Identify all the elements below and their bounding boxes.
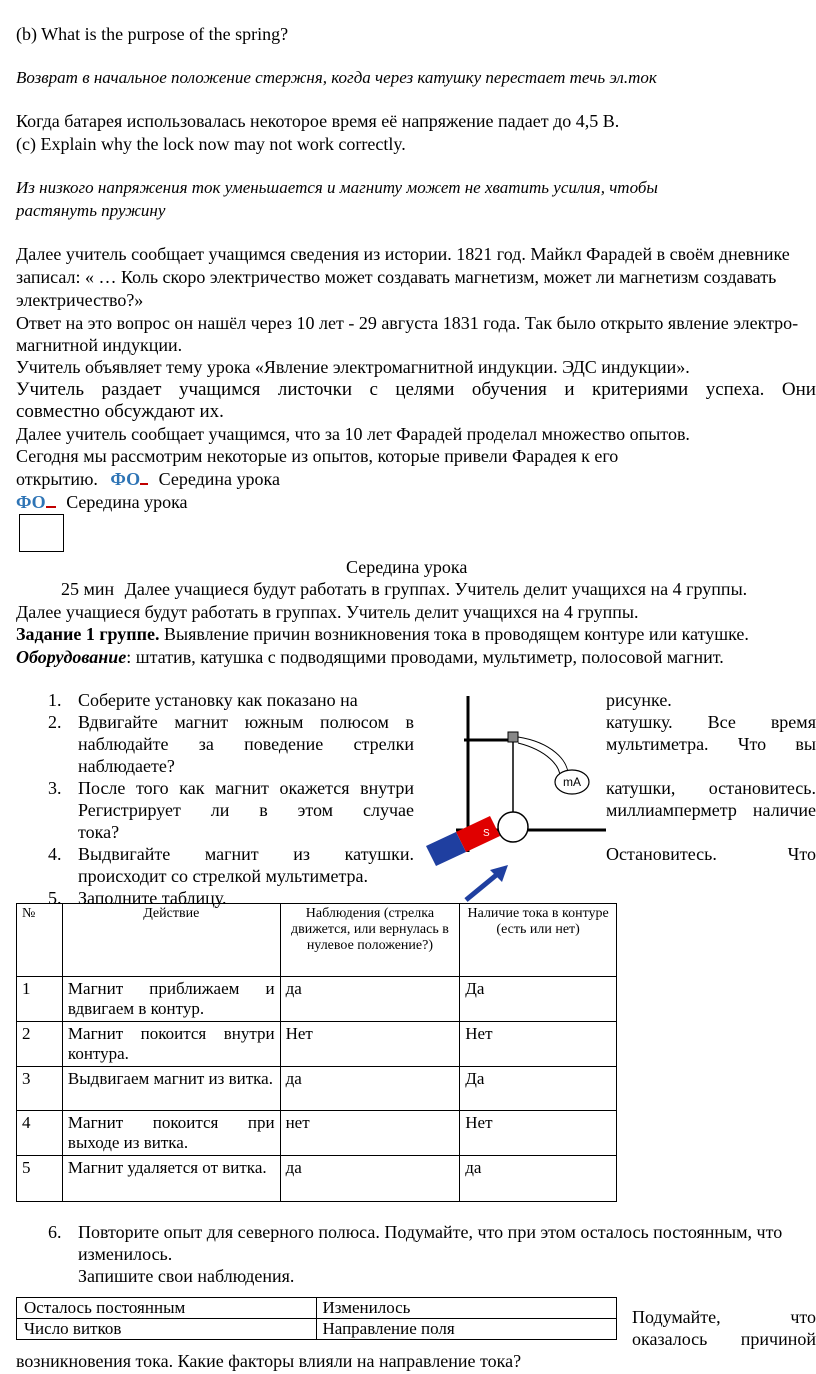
word: внутри bbox=[360, 778, 414, 798]
word: в bbox=[259, 800, 268, 820]
word: полюсом bbox=[319, 712, 389, 732]
word: обучения bbox=[471, 379, 547, 400]
step4-line1-right bbox=[606, 844, 816, 865]
step4-line2: происходит со стрелкой мультиметра. bbox=[78, 866, 369, 886]
word: южным bbox=[244, 712, 304, 732]
word: магнит bbox=[174, 712, 229, 732]
row-observation: да bbox=[280, 1067, 460, 1111]
word: учащимся bbox=[178, 379, 261, 400]
table-row bbox=[17, 1067, 617, 1111]
experiments-line3 bbox=[16, 469, 280, 490]
step6-line1: Повторите опыт для северного полюса. Подумайте, что при этом осталось постоянным, что bbox=[78, 1222, 783, 1242]
step1-num: 1. bbox=[48, 690, 62, 710]
apparatus-figure bbox=[420, 690, 606, 905]
fo-line bbox=[16, 492, 188, 513]
clamp bbox=[508, 732, 518, 742]
step6-num: 6. bbox=[48, 1222, 62, 1242]
observations-table bbox=[16, 903, 617, 1202]
step3-num: 3. bbox=[48, 778, 62, 798]
answer-b: Возврат в начальное положение стержня, когда через катушку перестает течь эл.ток bbox=[16, 68, 657, 87]
word: Что bbox=[737, 734, 767, 754]
task-line bbox=[16, 624, 749, 645]
word: катушки. bbox=[344, 844, 414, 864]
row-current: Нет bbox=[460, 1022, 617, 1067]
equipment-label: Оборудование bbox=[16, 647, 127, 667]
header-action: Действие bbox=[62, 904, 280, 977]
experiments-line2: Сегодня мы рассмотрим некоторые из опытов, которые привели Фарадея к его bbox=[16, 446, 619, 466]
comparison-header-row bbox=[17, 1298, 617, 1319]
groups-text: Далее учащиеся будут работать в группах. Учитель делит учащихся на 4 группы. bbox=[124, 579, 748, 599]
word: случае bbox=[362, 800, 414, 820]
header-num: № bbox=[17, 904, 63, 977]
arrow-shaft bbox=[466, 872, 500, 900]
table-row bbox=[17, 1111, 617, 1156]
word: критериями bbox=[591, 379, 689, 400]
step3-line3: тока? bbox=[78, 822, 120, 842]
step2-num: 2. bbox=[48, 712, 62, 732]
history-line3: электричество?» bbox=[16, 290, 144, 310]
sheets-line1 bbox=[16, 379, 816, 401]
row-number: 4 bbox=[17, 1111, 63, 1156]
step2-line2 bbox=[78, 734, 414, 755]
mid-label: Середина урока bbox=[66, 492, 188, 512]
row-current: Да bbox=[460, 1067, 617, 1111]
step1-text-right: рисунке. bbox=[606, 690, 672, 710]
row-action: Магнит покоится при выходе из витка. bbox=[62, 1111, 280, 1156]
header-constant: Осталось постоянным bbox=[17, 1298, 317, 1319]
magnet-label: S bbox=[483, 828, 490, 839]
word: магнит bbox=[215, 778, 269, 798]
section-heading: Середина урока bbox=[346, 557, 468, 577]
answer-c-line2: растянуть пружину bbox=[16, 201, 166, 220]
word: наблюдайте bbox=[78, 734, 169, 754]
row-number: 1 bbox=[17, 977, 63, 1022]
time-label: 25 мин bbox=[61, 579, 115, 599]
empty-box bbox=[19, 514, 64, 552]
answer-c-line1: Из низкого напряжения ток уменьшается и магниту может не хватить усилия, чтобы bbox=[16, 178, 658, 197]
history-line2: записал: « … Коль скоро электричество может создавать магнетизм, может ли магнетизм создавать bbox=[16, 267, 777, 287]
step2-line3: наблюдаете? bbox=[78, 756, 175, 776]
step3-line2-right bbox=[606, 800, 816, 821]
row-observation: Нет bbox=[280, 1022, 460, 1067]
row-current: да bbox=[460, 1156, 617, 1202]
word: этом bbox=[297, 800, 334, 820]
equipment-text: : штатив, катушка с подводящими проводами, мультиметр, полосовой магнит. bbox=[126, 647, 724, 667]
word: Что bbox=[787, 844, 816, 864]
answer-line1: Ответ на это вопрос он нашёл через 10 лет - 29 августа 1831 года. Так было открыто явление электро- bbox=[16, 313, 799, 333]
word: целями bbox=[395, 379, 455, 400]
word: катушки, bbox=[606, 778, 676, 798]
word: катушку. bbox=[606, 712, 673, 732]
lead-wire-2 bbox=[518, 743, 560, 780]
meter-label: mA bbox=[563, 775, 581, 789]
row-observation: да bbox=[280, 977, 460, 1022]
step2-line2-right bbox=[606, 734, 816, 755]
task-text: Выявление причин возникновения тока в проводящем контуре или катушке. bbox=[159, 624, 749, 644]
step6-line3: Запишите свои наблюдения. bbox=[78, 1266, 295, 1286]
question-c: (c) Explain why the lock now may not work correctly. bbox=[16, 134, 406, 154]
mid-label: Середина урока bbox=[158, 469, 280, 489]
word: магнит bbox=[204, 844, 259, 864]
word: успеха. bbox=[705, 379, 765, 400]
header-observation: Наблюдения (стрелка движется, или вернулась в нулевое положение?) bbox=[280, 904, 460, 977]
word: Регистрирует bbox=[78, 800, 181, 820]
topic-line: Учитель объявляет тему урока «Явление электромагнитной индукции. ЭДС индукции». bbox=[16, 357, 690, 377]
word: поведение bbox=[244, 734, 324, 754]
row-observation: да bbox=[280, 1156, 460, 1202]
row-observation: нет bbox=[280, 1111, 460, 1156]
word: Остановитесь. bbox=[606, 844, 717, 864]
cell-changed: Направление поля bbox=[317, 1319, 617, 1340]
word: и bbox=[564, 379, 575, 400]
row-current: Нет bbox=[460, 1111, 617, 1156]
step1-text: Соберите установку как показано на bbox=[78, 690, 358, 710]
step2-line1-right bbox=[606, 712, 816, 733]
word: оказалось bbox=[632, 1329, 708, 1349]
word: что bbox=[790, 1307, 816, 1327]
table-row bbox=[17, 977, 617, 1022]
word: с bbox=[369, 379, 378, 400]
header-current: Наличие тока в контуре (есть или нет) bbox=[460, 904, 617, 977]
row-action: Магнит покоится внутри контура. bbox=[62, 1022, 280, 1067]
word: ли bbox=[210, 800, 230, 820]
row-action: Выдвигаем магнит из витка. bbox=[62, 1067, 280, 1111]
table-row bbox=[17, 1022, 617, 1067]
row-number: 2 bbox=[17, 1022, 63, 1067]
experiments-word: открытию. bbox=[16, 469, 98, 489]
word: миллиамперметр bbox=[606, 800, 737, 820]
equipment-line bbox=[16, 647, 724, 668]
row-action: Магнит удаляется от витка. bbox=[62, 1156, 280, 1202]
word: Подумайте, bbox=[632, 1307, 721, 1327]
table-header-row bbox=[17, 904, 617, 977]
table-row bbox=[17, 1156, 617, 1202]
word: раздает bbox=[101, 379, 162, 400]
fo-label: ФО bbox=[16, 492, 46, 512]
word: Учитель bbox=[16, 379, 85, 400]
row-number: 5 bbox=[17, 1156, 63, 1202]
step6-line2: изменилось. bbox=[78, 1244, 173, 1264]
lead-wire-1 bbox=[518, 737, 568, 778]
word: После bbox=[78, 778, 126, 798]
word: мультиметра. bbox=[606, 734, 709, 754]
word: Выдвигайте bbox=[78, 844, 171, 864]
final-line: возникновения тока. Какие факторы влияли на направление тока? bbox=[16, 1351, 522, 1371]
word: вы bbox=[795, 734, 816, 754]
row-number: 3 bbox=[17, 1067, 63, 1111]
step3-line1 bbox=[78, 778, 414, 799]
comparison-row bbox=[17, 1319, 617, 1340]
question-b: (b) What is the purpose of the spring? bbox=[16, 24, 289, 44]
step4-line1 bbox=[78, 844, 414, 865]
word: причиной bbox=[740, 1329, 816, 1349]
fo-label: ФО bbox=[110, 469, 141, 489]
step5-num: 5. bbox=[48, 888, 62, 908]
think-line2 bbox=[632, 1329, 816, 1350]
word: Все bbox=[707, 712, 736, 732]
cell-constant: Число витков bbox=[17, 1319, 317, 1340]
think-line1 bbox=[632, 1307, 816, 1328]
word: Они bbox=[781, 379, 816, 400]
coil bbox=[498, 812, 528, 842]
groups-line2: Далее учащиеся будут работать в группах. Учитель делит учащихся на 4 группы. bbox=[16, 602, 639, 622]
step5-text: Заполните таблицу. bbox=[78, 888, 227, 908]
word: наличие bbox=[752, 800, 816, 820]
word: как bbox=[179, 778, 205, 798]
word: Вдвигайте bbox=[78, 712, 158, 732]
word: окажется bbox=[279, 778, 350, 798]
sheets-line2: совместно обсуждают их. bbox=[16, 401, 224, 422]
step4-num: 4. bbox=[48, 844, 62, 864]
comparison-table bbox=[16, 1297, 617, 1340]
step3-line2 bbox=[78, 800, 414, 821]
word: листочки bbox=[277, 379, 352, 400]
answer-line2: магнитной индукции. bbox=[16, 335, 183, 355]
step3-line1-right bbox=[606, 778, 816, 799]
word: из bbox=[293, 844, 310, 864]
word: стрелки bbox=[353, 734, 414, 754]
history-line1: Далее учитель сообщает учащимся сведения из истории. 1821 год. Майкл Фарадей в своём дневнике bbox=[16, 244, 790, 264]
word: в bbox=[405, 712, 414, 732]
word: за bbox=[198, 734, 214, 754]
word: остановитесь. bbox=[708, 778, 816, 798]
word: того bbox=[136, 778, 169, 798]
battery-text: Когда батарея использовалась некоторое время её напряжение падает до 4,5 В. bbox=[16, 111, 620, 131]
header-changed: Изменилось bbox=[317, 1298, 617, 1319]
row-action: Магнит приближаем и вдвигаем в контур. bbox=[62, 977, 280, 1022]
experiments-line1: Далее учитель сообщает учащимся, что за 10 лет Фарадей проделал множество опытов. bbox=[16, 424, 690, 444]
groups-line1 bbox=[61, 579, 747, 600]
word: время bbox=[770, 712, 816, 732]
task-label: Задание 1 группе. bbox=[16, 624, 160, 644]
step2-line1 bbox=[78, 712, 414, 733]
row-current: Да bbox=[460, 977, 617, 1022]
